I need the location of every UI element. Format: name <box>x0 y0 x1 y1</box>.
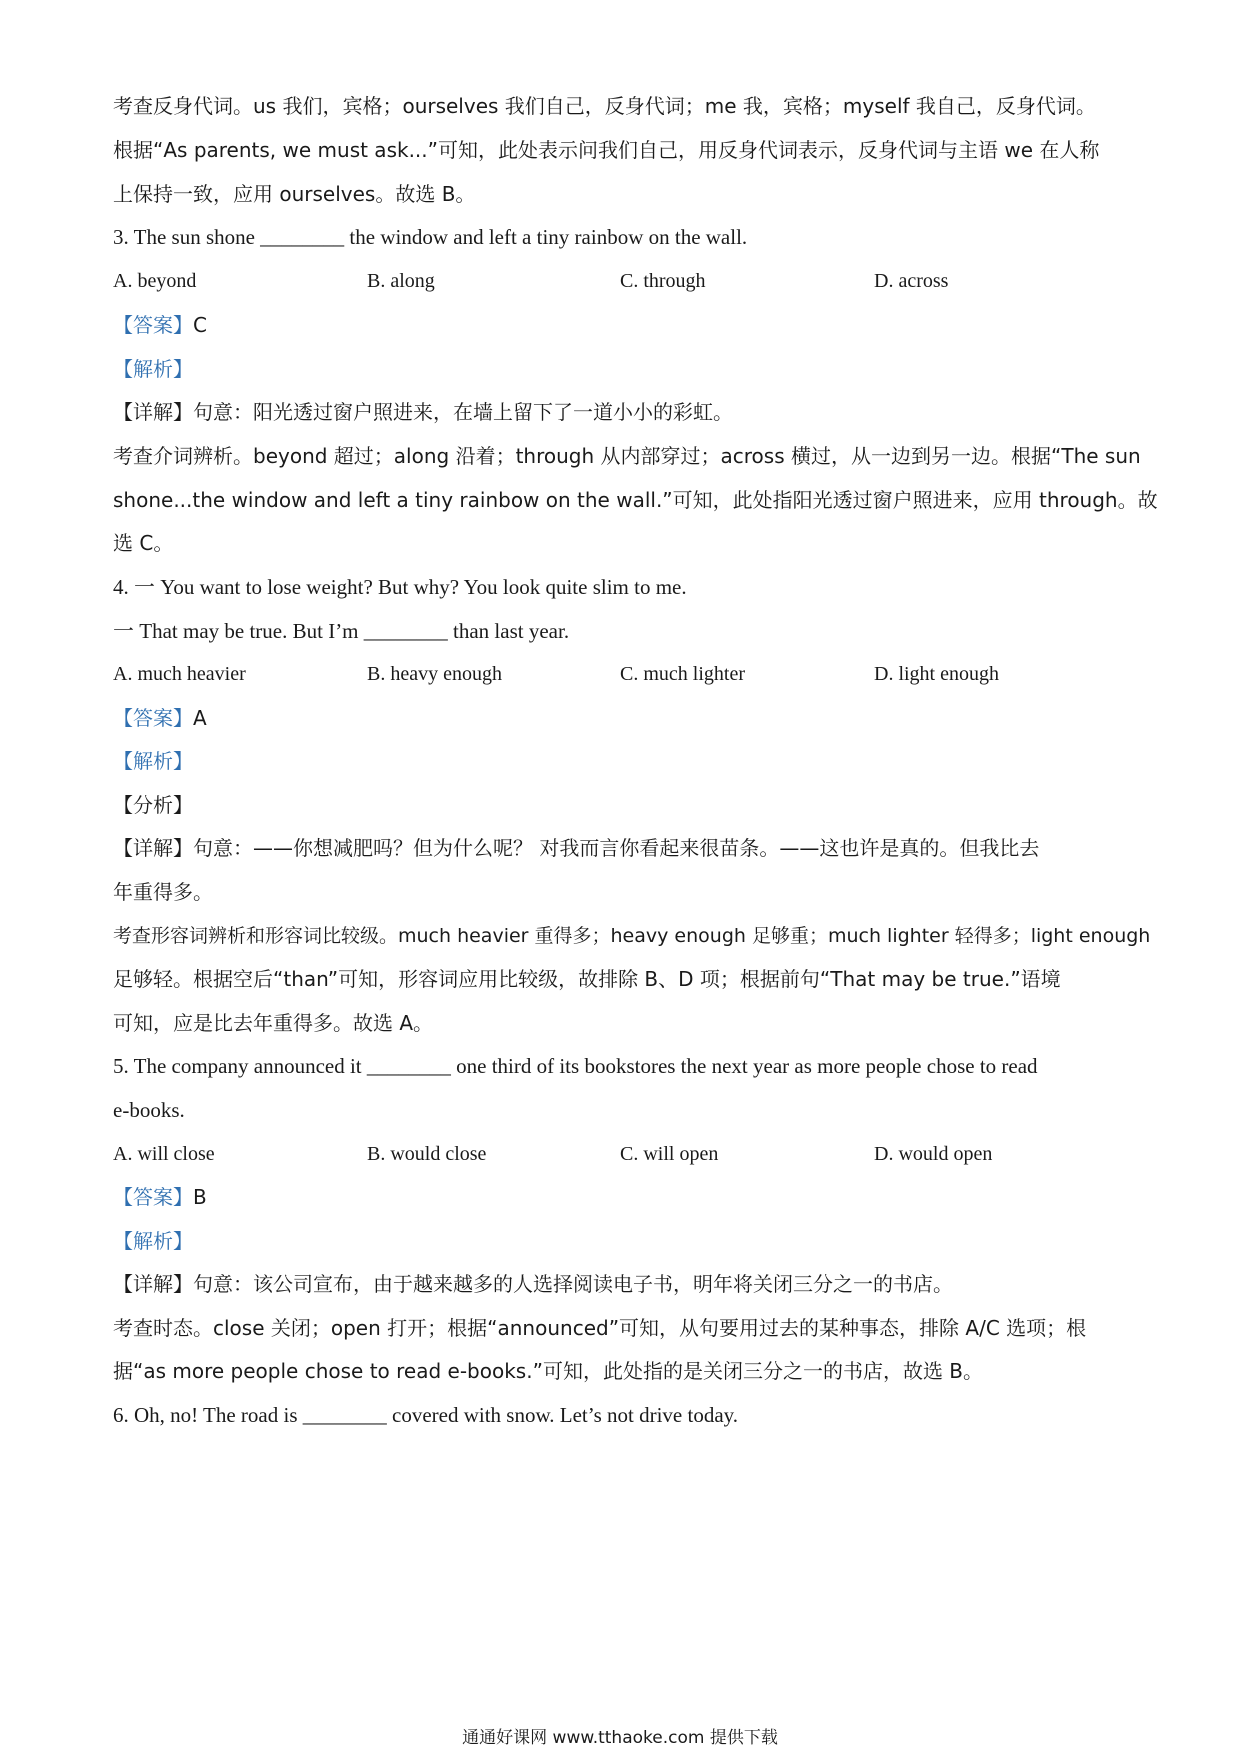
q4-detail-line-5: 可知，应是比去年重得多。故选 A。 <box>113 1011 434 1035</box>
q3-detail-line-2: 考查介词辨析。beyond 超过；along 沿着；through 从内部穿过；across 横过，从一边到另一边。根据“The sun <box>113 444 1141 468</box>
q5-answer <box>113 1183 1133 1211</box>
q3-option-a: A. beyond <box>113 270 197 292</box>
q5-analysis-tag: 【解析】 <box>113 1229 193 1253</box>
detail-tag: 【详解】 <box>113 836 193 860</box>
page-footer: 通通好课网 www.tthaoke.com 提供下载 <box>462 1728 778 1748</box>
answer-tag: 【答案】 <box>113 313 193 337</box>
q3-detail-line-4: 选 C。 <box>113 531 174 555</box>
detail-text: 句意：阳光透过窗户照进来，在墙上留下了一道小小的彩虹。 <box>193 400 733 424</box>
q6-stem: 6. Oh, no! The road is ________ covered with snow. Let’s not drive today. <box>113 1403 739 1427</box>
q5-stem-line-2: e-books. <box>113 1098 185 1122</box>
q3-detail-line-3: shone...the window and left a tiny rainbow on the wall.”可知，此处指阳光透过窗户照进来，应用 through。故 <box>113 488 1158 512</box>
q4-fenxi-tag: 【分析】 <box>113 793 193 817</box>
q4-answer <box>113 704 1133 732</box>
q5-stem-line-1: 5. The company announced it ________ one third of its bookstores the next year as more people chose to read <box>113 1054 1038 1078</box>
q4-detail-line-4: 足够轻。根据空后“than”可知，形容词应用比较级，故排除 B、D 项；根据前句“That may be true.”语境 <box>113 967 1061 991</box>
q3-answer <box>113 311 1133 339</box>
q4-option-b: B. heavy enough <box>367 663 502 685</box>
q3-stem: 3. The sun shone ________ the window and left a tiny rainbow on the wall. <box>113 225 748 249</box>
q5-option-c: C. will open <box>620 1143 719 1165</box>
answer-value: B <box>193 1185 207 1209</box>
q3-analysis-tag: 【解析】 <box>113 357 193 381</box>
q5-option-a: A. will close <box>113 1143 215 1165</box>
detail-tag: 【详解】 <box>113 400 193 424</box>
q5-option-d: D. would open <box>874 1143 993 1165</box>
answer-tag: 【答案】 <box>113 1185 193 1209</box>
q4-option-a: A. much heavier <box>113 663 246 685</box>
q4-detail-line-1 <box>113 834 1133 862</box>
q3-option-b: B. along <box>367 270 435 292</box>
answer-tag: 【答案】 <box>113 706 193 730</box>
q4-stem-line-1: 4. 一 You want to lose weight? But why? You look quite slim to me. <box>113 575 687 599</box>
q5-detail-line-1 <box>113 1270 1133 1298</box>
detail-tag: 【详解】 <box>113 1272 193 1296</box>
answer-value: A <box>193 706 207 730</box>
q5-detail-line-3: 据“as more people chose to read e-books.”可知，此处指的是关闭三分之一的书店，故选 B。 <box>113 1359 984 1383</box>
q4-detail-line-3: 考查形容词辨析和形容词比较级。much heavier 重得多；heavy enough 足够重；much lighter 轻得多；light enough <box>113 925 1151 947</box>
prev-explanation-line-1: 考查反身代词。us 我们，宾格；ourselves 我们自己，反身代词；me 我，宾格；myself 我自己，反身代词。 <box>113 94 1096 118</box>
q4-option-c: C. much lighter <box>620 663 745 685</box>
q3-option-d: D. across <box>874 270 949 292</box>
detail-text: 句意：该公司宣布，由于越来越多的人选择阅读电子书，明年将关闭三分之一的书店。 <box>193 1272 953 1296</box>
q3-detail-line-1 <box>113 398 1133 426</box>
q4-option-d: D. light enough <box>874 663 999 685</box>
q5-option-b: B. would close <box>367 1143 487 1165</box>
prev-explanation-line-3: 上保持一致，应用 ourselves。故选 B。 <box>113 182 476 206</box>
q5-detail-line-2: 考查时态。close 关闭；open 打开；根据“announced”可知，从句要用过去的某种事态，排除 A/C 选项；根 <box>113 1316 1087 1340</box>
answer-value: C <box>193 313 207 337</box>
q3-option-c: C. through <box>620 270 706 292</box>
q4-analysis-tag: 【解析】 <box>113 749 193 773</box>
detail-text: 句意：——你想减肥吗？但为什么呢？ 对我而言你看起来很苗条。——这也许是真的。但我比去 <box>193 836 1040 860</box>
q4-stem-line-2: 一 That may be true. But I’m ________ than last year. <box>113 619 570 643</box>
q4-detail-line-2: 年重得多。 <box>113 880 213 904</box>
prev-explanation-line-2: 根据“As parents, we must ask...”可知，此处表示问我们自己，用反身代词表示，反身代词与主语 we 在人称 <box>113 138 1100 162</box>
